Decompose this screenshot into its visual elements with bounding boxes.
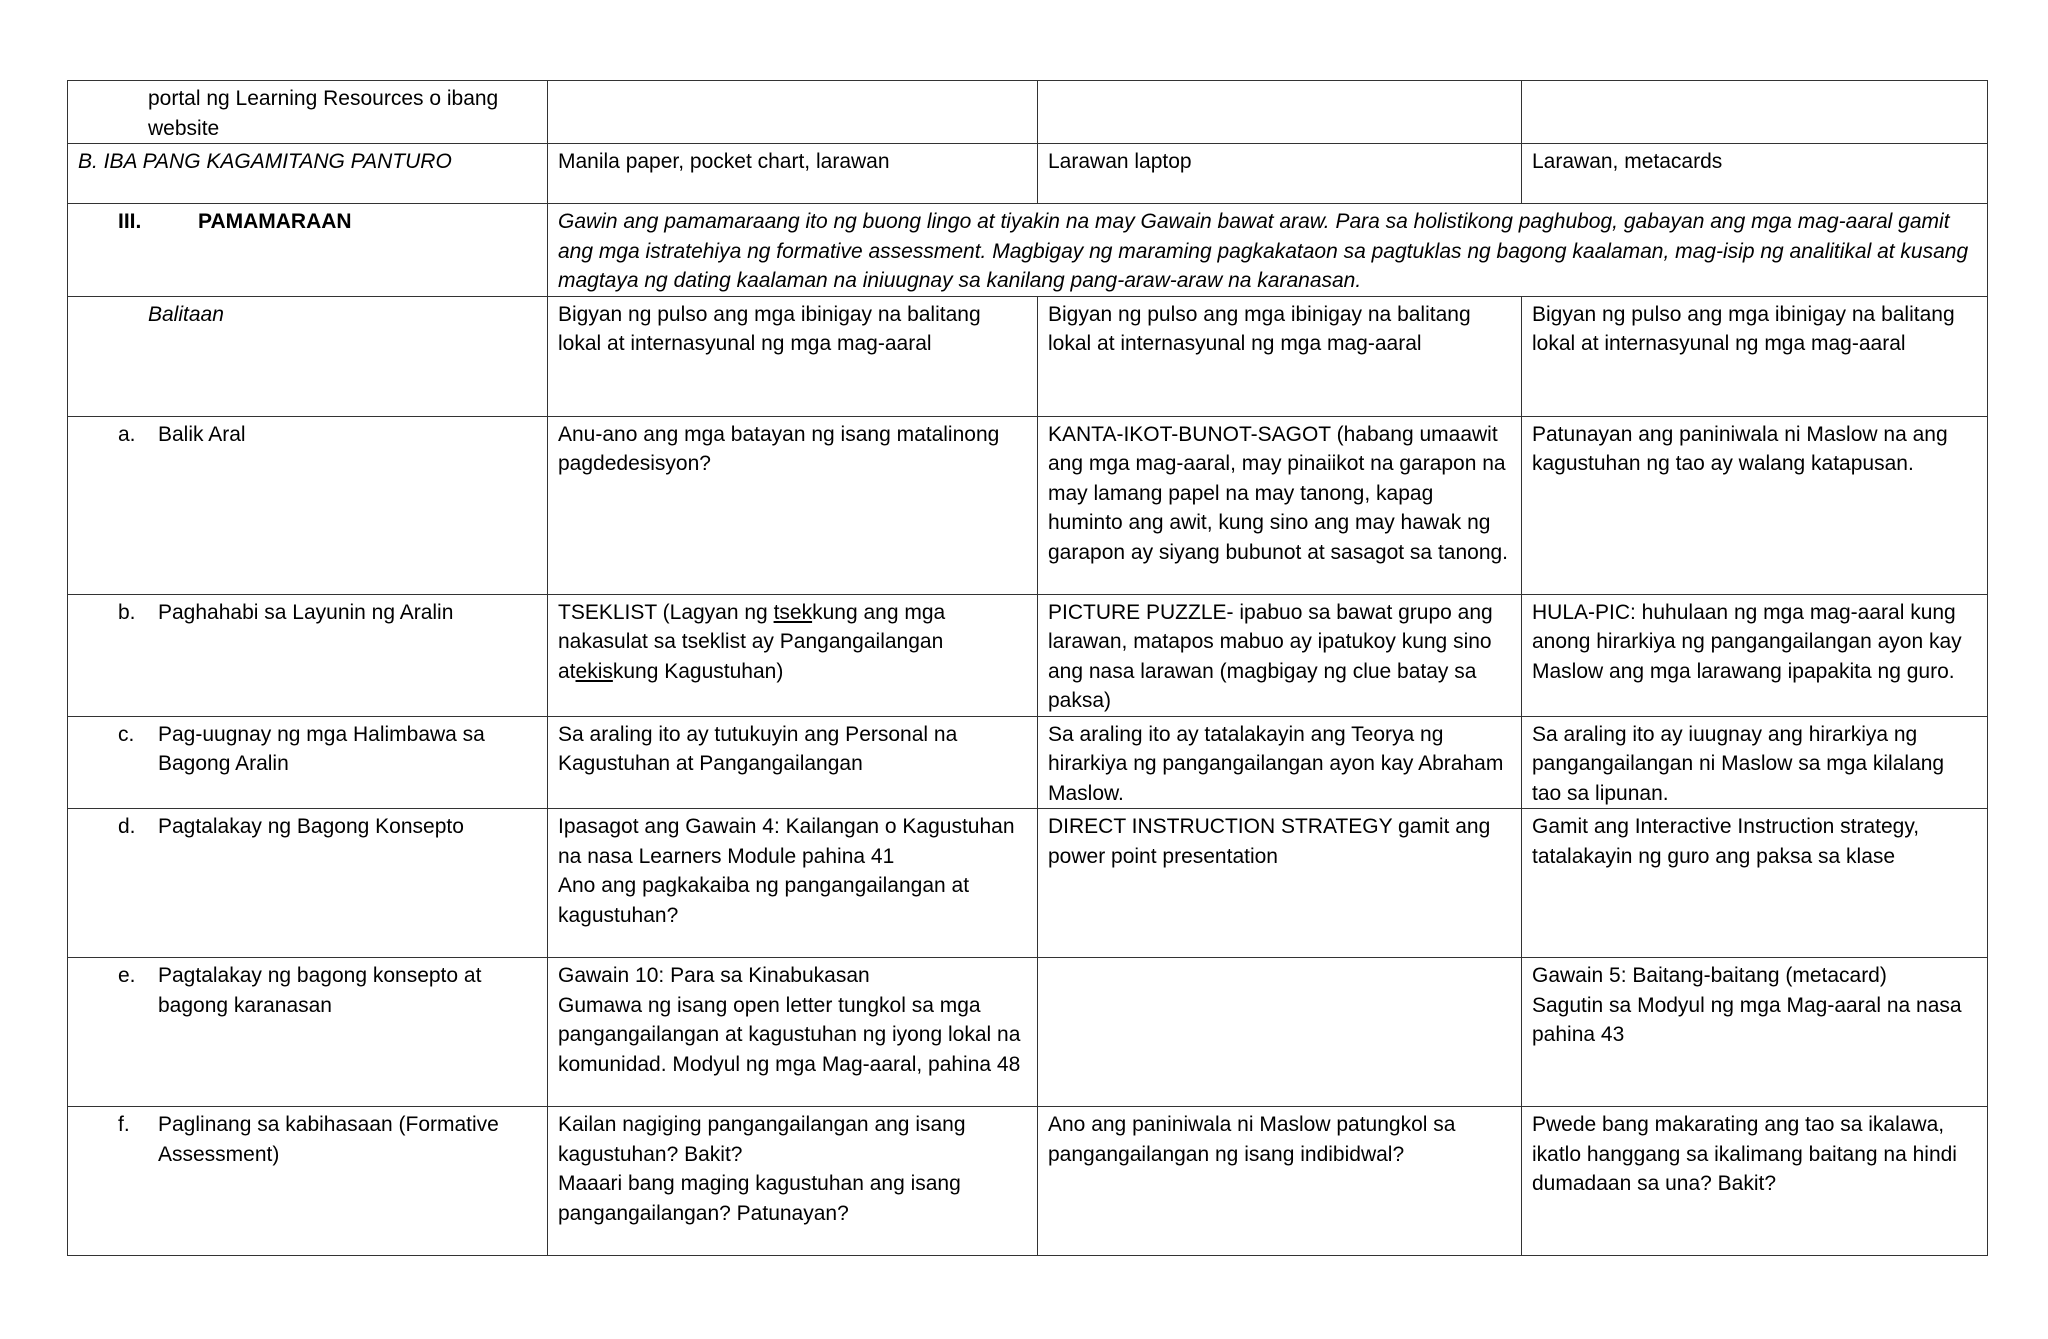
cell-iba-label: B. IBA PANG KAGAMITANG PANTURO [68,144,548,204]
cell-pagtalakay-e-day3 [1522,958,1988,1107]
list-marker: d. [118,815,136,838]
underlined-text: ekis [575,659,613,683]
cell-pagtalakay-d-label [68,809,548,958]
text-run: TSEKLIST (Lagyan ng [558,600,774,624]
cell-pag-uugnay-day1: Sa araling ito ay tutukuyin ang Personal na Kagustuhan at Pangangailangan [548,716,1038,809]
table-row-iba-pang-kagamitan [68,144,1988,204]
text-line: Ano ang pagkakaiba ng pangangailangan at kagustuhan? [558,874,970,927]
text-line: Sagutin sa Modyul ng mga Mag-aaral na nasa pahina 43 [1532,993,1962,1046]
cell-paghahabi-day1 [548,594,1038,716]
cell-pagtalakay-e-day2 [1038,958,1522,1107]
text-line: Kailan nagiging pangangailangan ang isang kagustuhan? Bakit? [558,1113,966,1166]
cell-paglinang-day1 [548,1107,1038,1256]
table-row-paglinang [68,1107,1988,1256]
table-row-paghahabi [68,594,1988,716]
text-line: Ipasagot ang Gawain 4: Kailangan o Kagustuhan na nasa Learners Module pahina 41 [558,815,1015,868]
cell-pamamaraan-label [68,204,548,297]
text-line: Gawain 10: Para sa Kinabukasan [558,964,870,987]
row-label: Pagtalakay ng Bagong Konsepto [158,815,464,838]
cell-portal-day3 [1522,81,1988,144]
cell-paglinang-day2: Ano ang paniniwala ni Maslow patungkol sa pangangailangan ng isang indibidwal? [1038,1107,1522,1256]
cell-balik-aral-day2: KANTA-IKOT-BUNOT-SAGOT (habang umaawit ang mga mag-aaral, may pinaiikot na garapon na may lamang papel na may tanong, kapag huminto ang awit, kung sino ang may hawak ng garapon ay siyang bubunot at sasagot sa tanong. [1038,416,1522,594]
list-marker: b. [118,600,136,624]
row-label: Paghahabi sa Layunin ng Aralin [158,600,454,624]
cell-paghahabi-day2: PICTURE PUZZLE- ipabuo sa bawat grupo ang larawan, matapos mabuo ay ipatukoy kung sino ang nasa larawan (magbigay ng clue batay sa paksa) [1038,594,1522,716]
row-label: Pag-uugnay ng mga Halimbawa sa Bagong Aralin [158,722,485,775]
cell-balik-aral-day1: Anu-ano ang mga batayan ng isang matalinong pagdedesisyon? [548,416,1038,594]
cell-pag-uugnay-label [68,716,548,809]
text-run: kung Kagustuhan) [612,659,784,683]
text-line: Gumawa ng isang open letter tungkol sa mga pangangailangan at kagustuhan ng iyong lokal na komunidad. Modyul ng mga Mag-aaral, pahina 48 [558,993,1021,1076]
cell-portal-day1 [548,81,1038,144]
text-run: kung ang mga nakasulat sa tseklist ay Pangangailangan at [558,600,946,683]
cell-paglinang-day3: Pwede bang makarating ang tao sa ikalawa, ikatlo hanggang sa ikalimang baitang na hindi dumadaan sa una? Bakit? [1522,1107,1988,1256]
table-row-pagtalakay-e [68,958,1988,1107]
cell-pagtalakay-d-day2: DIRECT INSTRUCTION STRATEGY gamit ang power point presentation [1038,809,1522,958]
cell-balitaan-day2: Bigyan ng pulso ang mga ibinigay na balitang lokal at internasyunal ng mga mag-aaral [1038,296,1522,416]
cell-portal-day2 [1038,81,1522,144]
list-marker: c. [118,722,135,746]
table-row-pamamaraan [68,204,1988,297]
table-row-balitaan [68,296,1988,416]
cell-portal-label: portal ng Learning Resources o ibang website [68,81,548,144]
cell-balitaan-day3: Bigyan ng pulso ang mga ibinigay na balitang lokal at internasyunal ng mga mag-aaral [1522,296,1988,416]
section-title: PAMAMARAAN [198,210,352,233]
cell-iba-day1: Manila paper, pocket chart, larawan [548,144,1038,204]
row-label: Pagtalakay ng bagong konsepto at bagong karanasan [158,964,482,1017]
cell-pagtalakay-e-day1 [548,958,1038,1107]
section-number: III. [118,210,142,233]
cell-pagtalakay-d-day3: Gamit ang Interactive Instruction strategy, tatalakayin ng guro ang paksa sa klase [1522,809,1988,958]
underlined-text: tsek [773,600,813,624]
list-marker: f. [118,1113,130,1136]
table-row-pagtalakay-d [68,809,1988,958]
cell-pag-uugnay-day2: Sa araling ito ay tatalakayin ang Teorya ng hirarkiya ng pangangailangan ayon kay Abraham Maslow. [1038,716,1522,809]
cell-paglinang-label [68,1107,548,1256]
cell-paghahabi-day3: HULA-PIC: huhulaan ng mga mag-aaral kung anong hirarkiya ng pangangailangan ayon kay Maslow ang mga larawang ipapakita ng guro. [1522,594,1988,716]
table-row-portal [68,81,1988,144]
table-row-balik-aral [68,416,1988,594]
cell-balik-aral-day3: Patunayan ang paniniwala ni Maslow na ang kagustuhan ng tao ay walang katapusan. [1522,416,1988,594]
cell-pag-uugnay-day3: Sa araling ito ay iuugnay ang hirarkiya ng pangangailangan ni Maslow sa mga kilalang tao sa lipunan. [1522,716,1988,809]
cell-pagtalakay-e-label [68,958,548,1107]
cell-iba-day2: Larawan laptop [1038,144,1522,204]
text-line: Gawain 5: Baitang-baitang (metacard) [1532,964,1887,987]
cell-pamamaraan-instructions: Gawin ang pamamaraang ito ng buong lingo at tiyakin na may Gawain bawat araw. Para sa holistikong paghubog, gabayan ang mga mag-aaral gamit ang mga istratehiya ng formative assessment. Magbigay ng maraming pagkakataon sa pagtuklas ng bagong kaalaman, mag-isip ng analitikal at kusang magtaya ng dating kaalaman na iniuugnay sa kanilang pang-araw-araw na karanasan. [548,204,1988,297]
row-label: Balik Aral [158,422,246,446]
list-marker: e. [118,964,136,987]
list-marker: a. [118,422,136,446]
cell-pagtalakay-d-day1 [548,809,1038,958]
table-row-pag-uugnay [68,716,1988,809]
cell-balik-aral-label [68,416,548,594]
row-label: Paglinang sa kabihasaan (Formative Assessment) [158,1113,499,1166]
cell-balitaan-label: Balitaan [68,296,548,416]
cell-balitaan-day1: Bigyan ng pulso ang mga ibinigay na balitang lokal at internasyunal ng mga mag-aaral [548,296,1038,416]
cell-paghahabi-label [68,594,548,716]
cell-iba-day3: Larawan, metacards [1522,144,1988,204]
lesson-plan-table [67,80,1988,1256]
text-line: Maaari bang maging kagustuhan ang isang pangangailangan? Patunayan? [558,1172,961,1225]
